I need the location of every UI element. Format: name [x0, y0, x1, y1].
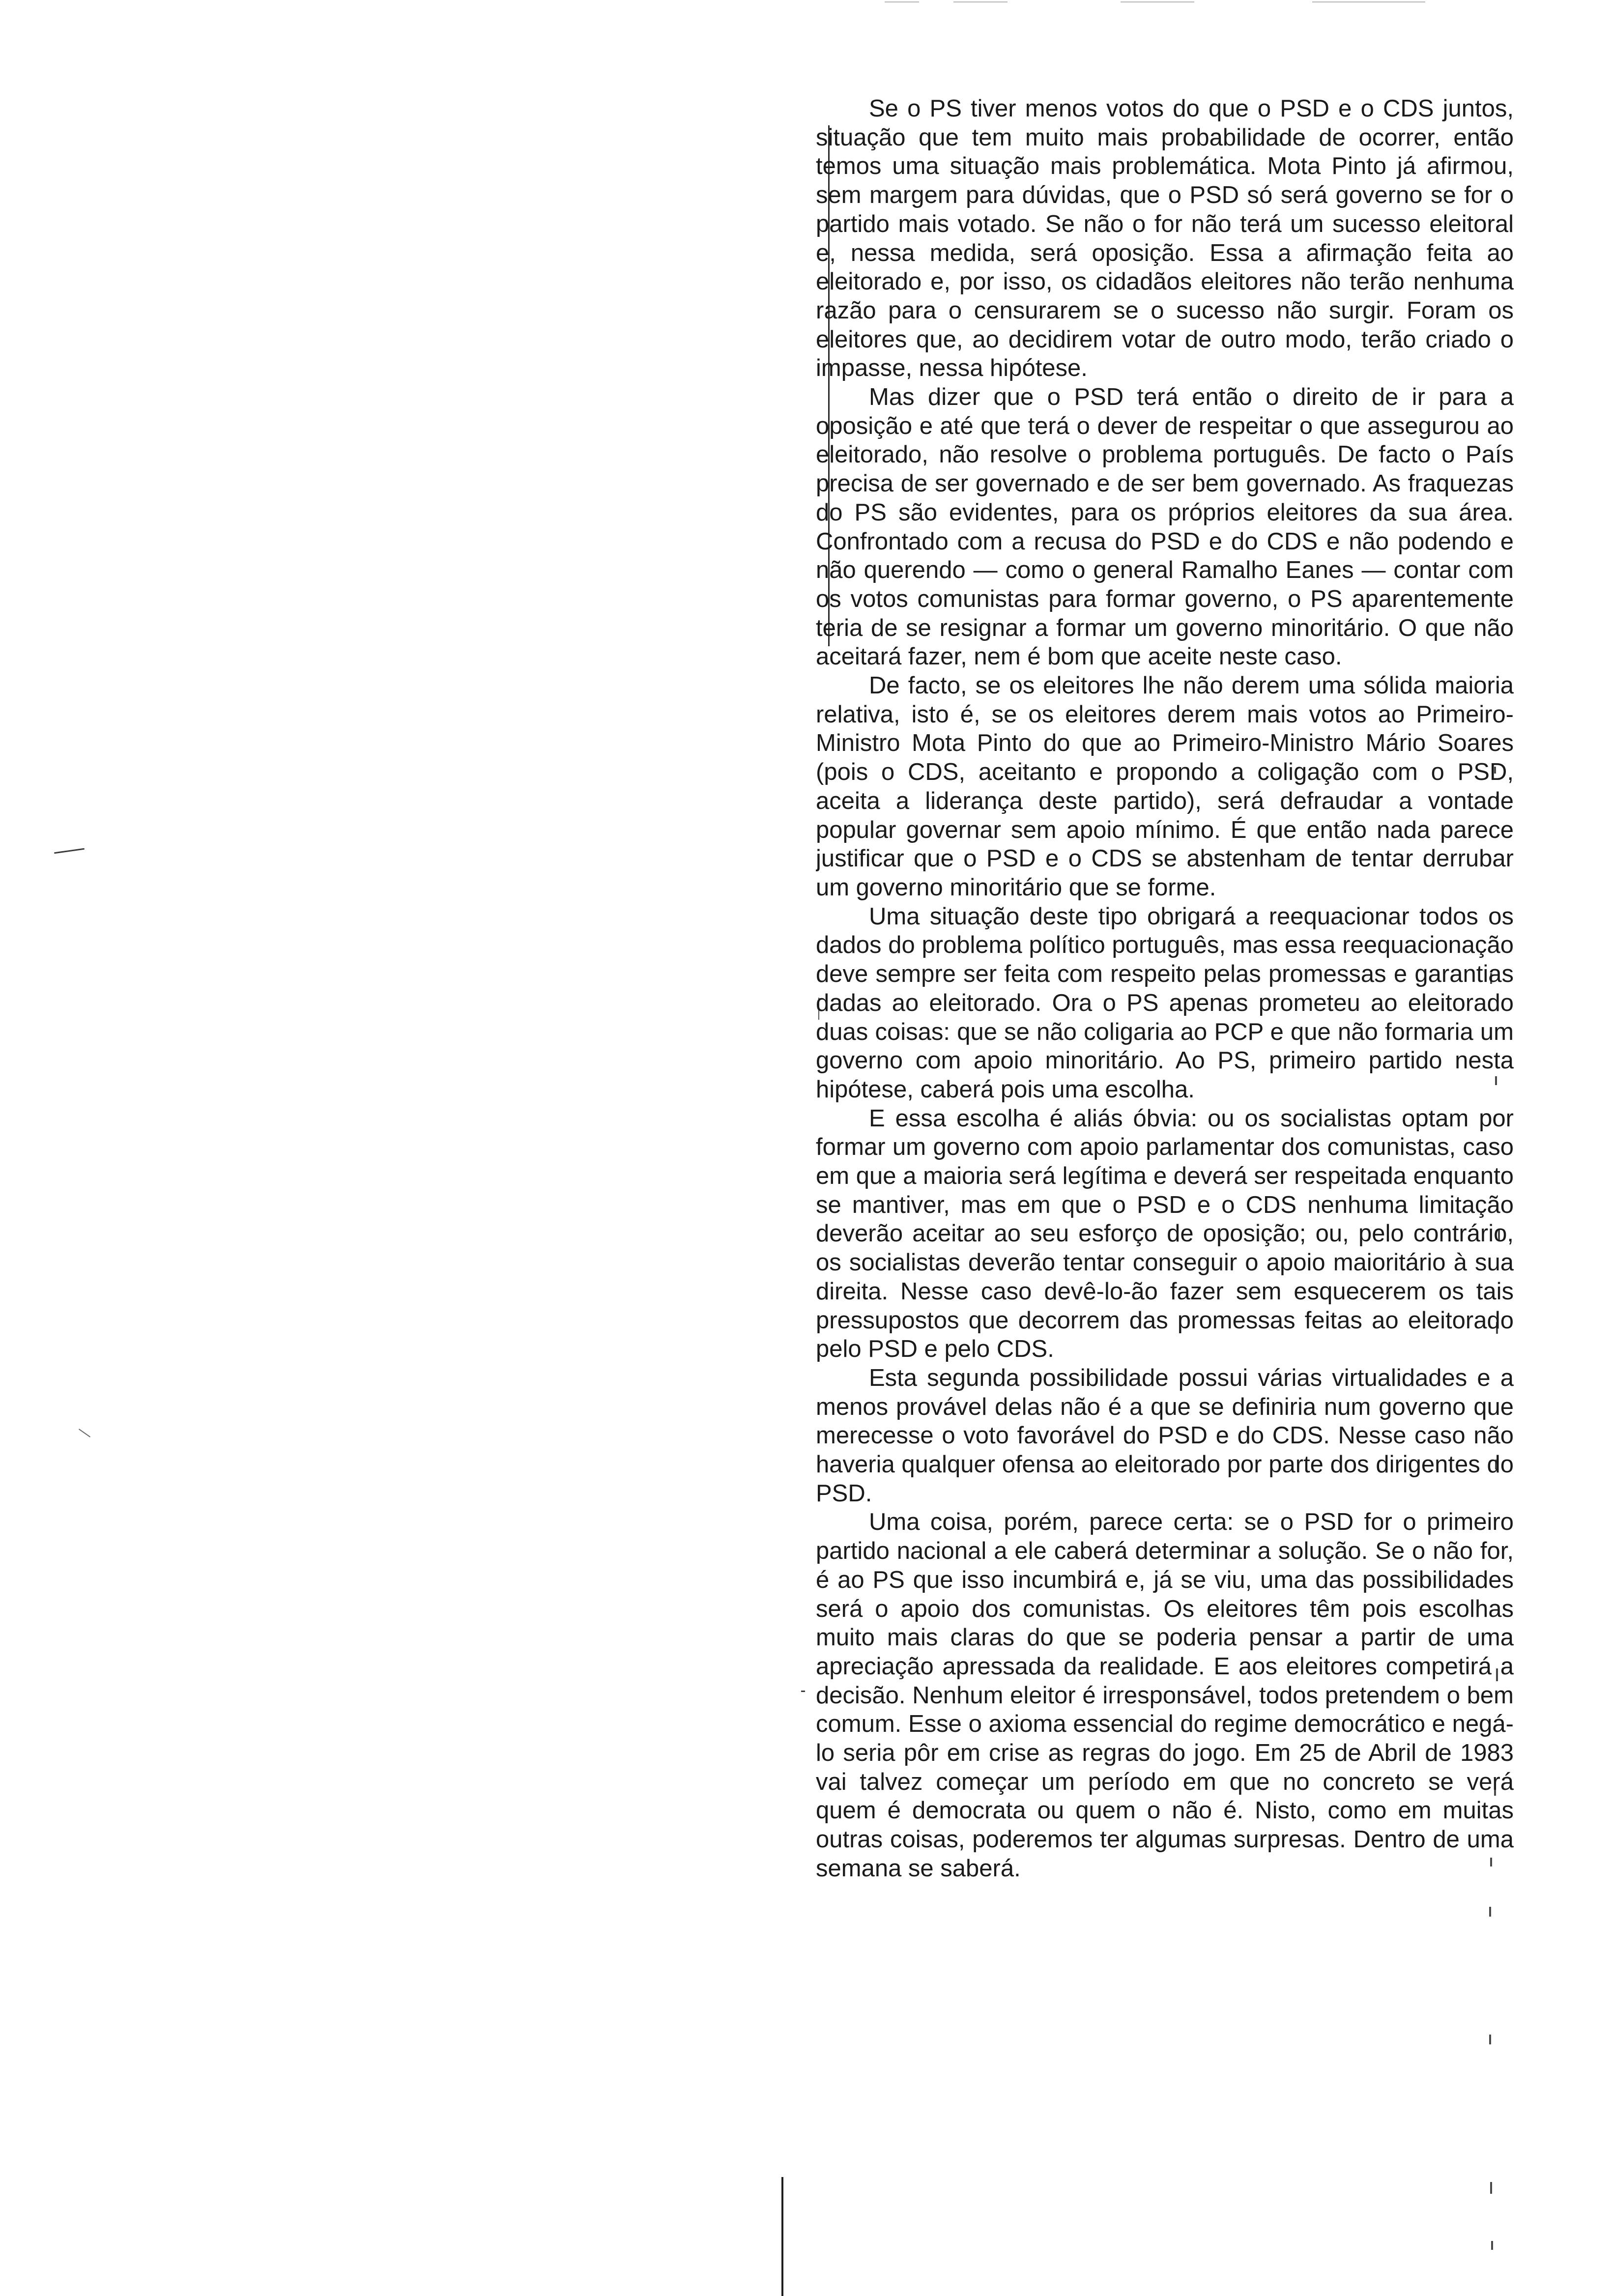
scan-mark	[953, 1, 1008, 2]
article-paragraph: Uma situação deste tipo obrigará a reequacionar todos os dados do problema político português, mas essa reequacionação deve sempre ser feita com respeito pelas promessas e garantias dadas ao eleitorado. Ora o PS apenas prometeu ao eleitorado duas coisas: que se não coligaria ao PCP e que não formaria um governo com apoio minoritário. Ao PS, primeiro partido nesta hipótese, caberá pois uma escolha.	[816, 903, 1514, 1103]
article-paragraph: De facto, se os eleitores lhe não derem uma sólida maioria relativa, isto é, se os eleitores derem mais votos ao Primeiro-Ministro Mota Pinto do que ao Primeiro-Ministro Mário Soares (pois o CDS, aceitanto e propondo a coligação com o PSD, aceita a liderança deste partido), será defraudar a vontade popular governar sem apoio mínimo. É que então nada parece justificar que o PSD e o CDS se abstenham de tentar derrubar um governo minoritário que se forme.	[816, 672, 1514, 901]
article-paragraph: E essa escolha é aliás óbvia: ou os socialistas optam por formar um governo com apoio parlamentar dos comunistas, caso em que a maioria será legítima e deverá ser respeitada enquanto se mantiver, mas em que o PSD e o CDS nenhuma limitação deverão aceitar ao seu esforço de oposição; ou, pelo contrário, os socialistas deverão tentar conseguir o apoio maioritário à sua direita. Nesse caso devê-lo-ão fazer sem esquecerem os tais pressupostos que decorrem das promessas feitas ao eleitorado pelo PSD e pelo CDS.	[816, 1105, 1514, 1363]
scan-edge-marks	[737, 0, 1474, 5]
article-paragraph: Mas dizer que o PSD terá então o direito de ir para a oposição e até que terá o dever de respeitar o que assegurou ao eleitorado, não resolve o problema português. De facto o País precisa de ser governado e de ser bem governado. As fraquezas do PS são evidentes, para os próprios eleitores da sua área. Confrontado com a recusa do PSD e do CDS e não podendo e não querendo — como o general Ramalho Eanes — contar com os votos comunistas para formar governo, o PS aparentemente teria de se resignar a formar um governo minoritário. O que não aceitará fazer, nem é bom que aceite neste caso.	[816, 384, 1514, 670]
margin-pen-mark	[79, 1429, 90, 1437]
article-column	[816, 94, 1514, 2296]
margin-dot	[801, 1691, 805, 1692]
scan-mark	[1121, 1, 1194, 2]
article-paragraph: Se o PS tiver menos votos do que o PSD e o CDS juntos, situação que tem muito mais probabilidade de ocorrer, então temos uma situação mais problemática. Mota Pinto já afirmou, sem margem para dúvidas, que o PSD só será governo se for o partido mais votado. Se não o for não terá um sucesso eleitoral e, nessa medida, será oposição. Essa a afirmação feita ao eleitorado e, por isso, os cidadãos eleitores não terão nenhuma razão para o censurarem se o sucesso não surgir. Foram os eleitores que, ao decidirem votar de outro modo, terão criado o impasse, nessa hipótese.	[816, 95, 1514, 382]
scan-mark	[1312, 1, 1425, 2]
scan-mark	[885, 1, 919, 2]
article-paragraph: Esta segunda possibilidade possui várias virtualidades e a menos provável delas não é a que se definiria num governo que merecesse o voto favorável do PSD e do CDS. Nesse caso não haveria qualquer ofensa ao eleitorado por parte dos dirigentes do PSD.	[816, 1364, 1514, 1507]
margin-pen-mark	[54, 848, 85, 854]
column-margin-rule-bottom	[781, 2177, 783, 2296]
article-paragraph: Uma coisa, porém, parece certa: se o PSD for o primeiro partido nacional a ele caberá determinar a solução. Se o não for, é ao PS que isso incumbirá e, já se viu, uma das possibilidades será o apoio dos comunistas. Os eleitores têm pois escolhas muito mais claras do que se poderia pensar a partir de uma apreciação apressada da realidade. E aos eleitores competirá a decisão. Nenhum eleitor é irresponsável, todos pretendem o bem comum. Esse o axioma essencial do regime democrático e negá-lo seria pôr em crise as regras do jogo. Em 25 de Abril de 1983 vai talvez começar um período em que no concreto se verá quem é democrata ou quem o não é. Nisto, como em muitas outras coisas, poderemos ter algumas surpresas. Dentro de uma semana se saberá.	[816, 1509, 1514, 1882]
